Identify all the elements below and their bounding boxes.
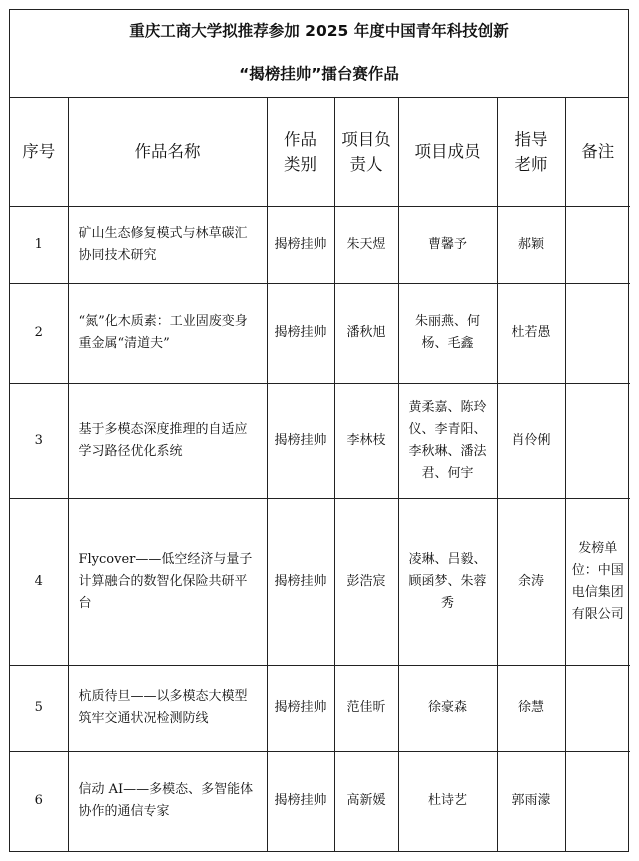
cell-name: 杭质待旦——以多模态大模型筑牢交通状况检测防线 bbox=[68, 665, 267, 751]
cell-seq: 2 bbox=[10, 283, 68, 383]
cell-note bbox=[565, 283, 630, 383]
cell-advisor: 郭雨濛 bbox=[497, 751, 565, 851]
header-lead-line-2: 责人 bbox=[349, 154, 383, 174]
header-lead bbox=[334, 98, 398, 206]
header-note: 备注 bbox=[565, 98, 630, 206]
header-type bbox=[267, 98, 334, 206]
cell-type: 揭榜挂帅 bbox=[267, 206, 334, 283]
table-row bbox=[10, 206, 630, 283]
header-members: 项目成员 bbox=[398, 98, 497, 206]
cell-note bbox=[565, 665, 630, 751]
cell-members: 朱丽燕、何杨、毛鑫 bbox=[398, 283, 497, 383]
cell-advisor: 肖伶俐 bbox=[497, 383, 565, 498]
cell-lead: 范佳昕 bbox=[334, 665, 398, 751]
cell-type: 揭榜挂帅 bbox=[267, 751, 334, 851]
cell-lead: 朱天煜 bbox=[334, 206, 398, 283]
document-title bbox=[10, 10, 628, 98]
header-advisor-line-1: 指导 bbox=[514, 129, 548, 149]
table-row bbox=[10, 751, 630, 851]
cell-name: 矿山生态修复模式与林草碳汇协同技术研究 bbox=[68, 206, 267, 283]
table-row bbox=[10, 665, 630, 751]
cell-name: “氮”化木质素：工业固废变身重金属“清道夫” bbox=[68, 283, 267, 383]
cell-members: 曹馨予 bbox=[398, 206, 497, 283]
cell-type: 揭榜挂帅 bbox=[267, 283, 334, 383]
cell-note bbox=[565, 206, 630, 283]
cell-note bbox=[565, 383, 630, 498]
cell-members: 徐豪森 bbox=[398, 665, 497, 751]
cell-seq: 1 bbox=[10, 206, 68, 283]
table-row bbox=[10, 498, 630, 665]
header-advisor bbox=[497, 98, 565, 206]
cell-advisor: 杜若愚 bbox=[497, 283, 565, 383]
header-lead-line-1: 项目负 bbox=[341, 129, 391, 149]
cell-type: 揭榜挂帅 bbox=[267, 665, 334, 751]
header-type-line-1: 作品 bbox=[284, 129, 317, 149]
cell-note: 发榜单位：中国电信集团有限公司 bbox=[565, 498, 630, 665]
cell-members: 黄柔嘉、陈玲仪、李青阳、李秋琳、潘法君、何宇 bbox=[398, 383, 497, 498]
table-header-row bbox=[10, 98, 630, 206]
cell-advisor: 徐慧 bbox=[497, 665, 565, 751]
header-name: 作品名称 bbox=[68, 98, 267, 206]
header-type-line-2: 类别 bbox=[284, 154, 317, 174]
cell-lead: 潘秋旭 bbox=[334, 283, 398, 383]
cell-seq: 4 bbox=[10, 498, 68, 665]
table-row bbox=[10, 383, 630, 498]
header-seq: 序号 bbox=[10, 98, 68, 206]
cell-advisor: 余涛 bbox=[497, 498, 565, 665]
header-advisor-line-2: 老师 bbox=[514, 154, 548, 174]
cell-type: 揭榜挂帅 bbox=[267, 498, 334, 665]
cell-members: 杜诗艺 bbox=[398, 751, 497, 851]
cell-name: 基于多模态深度推理的自适应学习路径优化系统 bbox=[68, 383, 267, 498]
cell-lead: 李林枝 bbox=[334, 383, 398, 498]
cell-members: 凌琳、吕毅、顾函梦、朱蓉秀 bbox=[398, 498, 497, 665]
cell-note bbox=[565, 751, 630, 851]
title-line-1: 重庆工商大学拟推荐参加 2025 年度中国青年科技创新 bbox=[129, 22, 509, 40]
cell-seq: 6 bbox=[10, 751, 68, 851]
cell-seq: 5 bbox=[10, 665, 68, 751]
document-sheet bbox=[9, 9, 629, 852]
cell-lead: 高新媛 bbox=[334, 751, 398, 851]
cell-name: 信动 AI——多模态、多智能体协作的通信专家 bbox=[68, 751, 267, 851]
cell-advisor: 郝颖 bbox=[497, 206, 565, 283]
works-table bbox=[10, 98, 630, 851]
cell-type: 揭榜挂帅 bbox=[267, 383, 334, 498]
title-line-2: “揭榜挂帅”擂台赛作品 bbox=[239, 65, 399, 83]
cell-lead: 彭浩宸 bbox=[334, 498, 398, 665]
table-row bbox=[10, 283, 630, 383]
cell-name: Flycover——低空经济与量子计算融合的数智化保险共研平台 bbox=[68, 498, 267, 665]
cell-seq: 3 bbox=[10, 383, 68, 498]
